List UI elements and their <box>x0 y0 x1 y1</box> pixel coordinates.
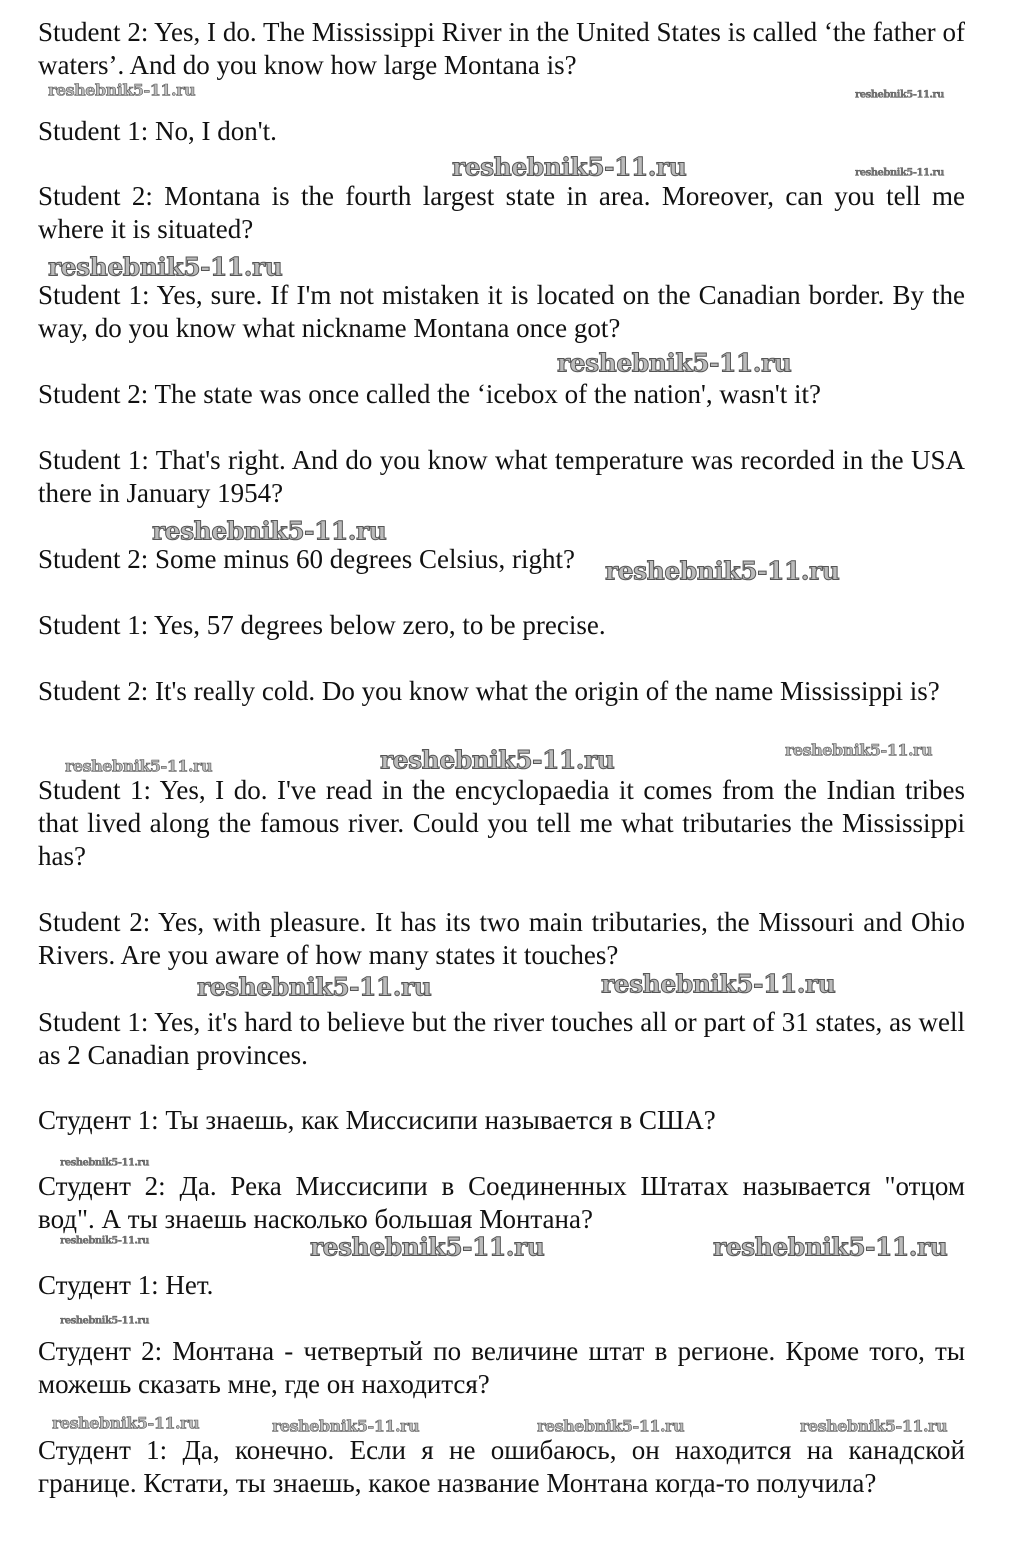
dialogue-paragraph: Студент 1: Нет. <box>38 1270 214 1300</box>
dialogue-paragraph: Студент 2: Монтана - четвертый по величине штат в регионе. Кроме того, ты можешь сказать мне, где он находится? <box>38 1336 965 1399</box>
watermark: reshebnik5-11.ru <box>60 1235 149 1247</box>
dialogue-paragraph: Student 1: Yes, 57 degrees below zero, to be precise. <box>38 610 606 640</box>
watermark: reshebnik5-11.ru <box>60 1157 149 1169</box>
watermark: reshebnik5-11.ru <box>537 1416 685 1436</box>
watermark: reshebnik5-11.ru <box>855 167 944 179</box>
watermark: reshebnik5-11.ru <box>380 745 615 775</box>
dialogue-paragraph: Student 1: Yes, sure. If I'm not mistaken it is located on the Canadian border. By the way, do you know what nickname Montana once got? <box>38 280 965 343</box>
dialogue-paragraph: Student 1: Yes, I do. I've read in the encyclopaedia it comes from the Indian tribes that lived along the famous river. Could you tell me what tributaries the Mississippi has? <box>38 775 965 871</box>
watermark: reshebnik5-11.ru <box>557 348 792 378</box>
dialogue-paragraph: Student 2: Yes, with pleasure. It has its two main tributaries, the Missouri and Ohio Rivers. Are you aware of how many states it touches? <box>38 907 965 970</box>
dialogue-paragraph: Student 1: No, I don't. <box>38 116 277 146</box>
dialogue-paragraph: Student 2: It's really cold. Do you know what the origin of the name Mississippi is? <box>38 676 940 706</box>
dialogue-paragraph: Студент 2: Да. Река Миссисипи в Соединенных Штатах называется "отцом вод". А ты знаешь насколько большая Монтана? <box>38 1171 965 1234</box>
dialogue-paragraph: Student 2: Some minus 60 degrees Celsius, right? <box>38 544 575 574</box>
watermark: reshebnik5-11.ru <box>605 556 840 586</box>
watermark: reshebnik5-11.ru <box>48 252 283 282</box>
watermark: reshebnik5-11.ru <box>800 1416 948 1436</box>
watermark: reshebnik5-11.ru <box>65 756 213 776</box>
watermark: reshebnik5-11.ru <box>272 1416 420 1436</box>
dialogue-paragraph: Student 2: The state was once called the ‘icebox of the nation', wasn't it? <box>38 379 821 409</box>
watermark: reshebnik5-11.ru <box>152 516 387 546</box>
watermark: reshebnik5-11.ru <box>310 1232 545 1262</box>
dialogue-paragraph: Student 1: That's right. And do you know what temperature was recorded in the USA there in January 1954? <box>38 445 965 508</box>
dialogue-paragraph: Student 2: Montana is the fourth largest state in area. Moreover, can you tell me where it is situated? <box>38 181 965 244</box>
watermark: reshebnik5-11.ru <box>48 80 196 100</box>
dialogue-paragraph: Студент 1: Да, конечно. Если я не ошибаюсь, он находится на канадской границе. Кстати, ты знаешь, какое название Монтана когда-то получила? <box>38 1435 965 1498</box>
watermark: reshebnik5-11.ru <box>785 740 933 760</box>
watermark: reshebnik5-11.ru <box>601 969 836 999</box>
dialogue-paragraph: Student 2: Yes, I do. The Mississippi River in the United States is called ‘the father of waters’. And do you know how large Montana is? <box>38 17 965 80</box>
dialogue-paragraph: Студент 1: Ты знаешь, как Миссисипи называется в США? <box>38 1105 716 1135</box>
watermark: reshebnik5-11.ru <box>452 152 687 182</box>
watermark: reshebnik5-11.ru <box>713 1232 948 1262</box>
watermark: reshebnik5-11.ru <box>52 1413 200 1433</box>
watermark: reshebnik5-11.ru <box>197 972 432 1002</box>
dialogue-paragraph: Student 1: Yes, it's hard to believe but the river touches all or part of 31 states, as well as 2 Canadian provinces. <box>38 1007 965 1070</box>
watermark: reshebnik5-11.ru <box>60 1315 149 1327</box>
watermark: reshebnik5-11.ru <box>855 89 944 101</box>
